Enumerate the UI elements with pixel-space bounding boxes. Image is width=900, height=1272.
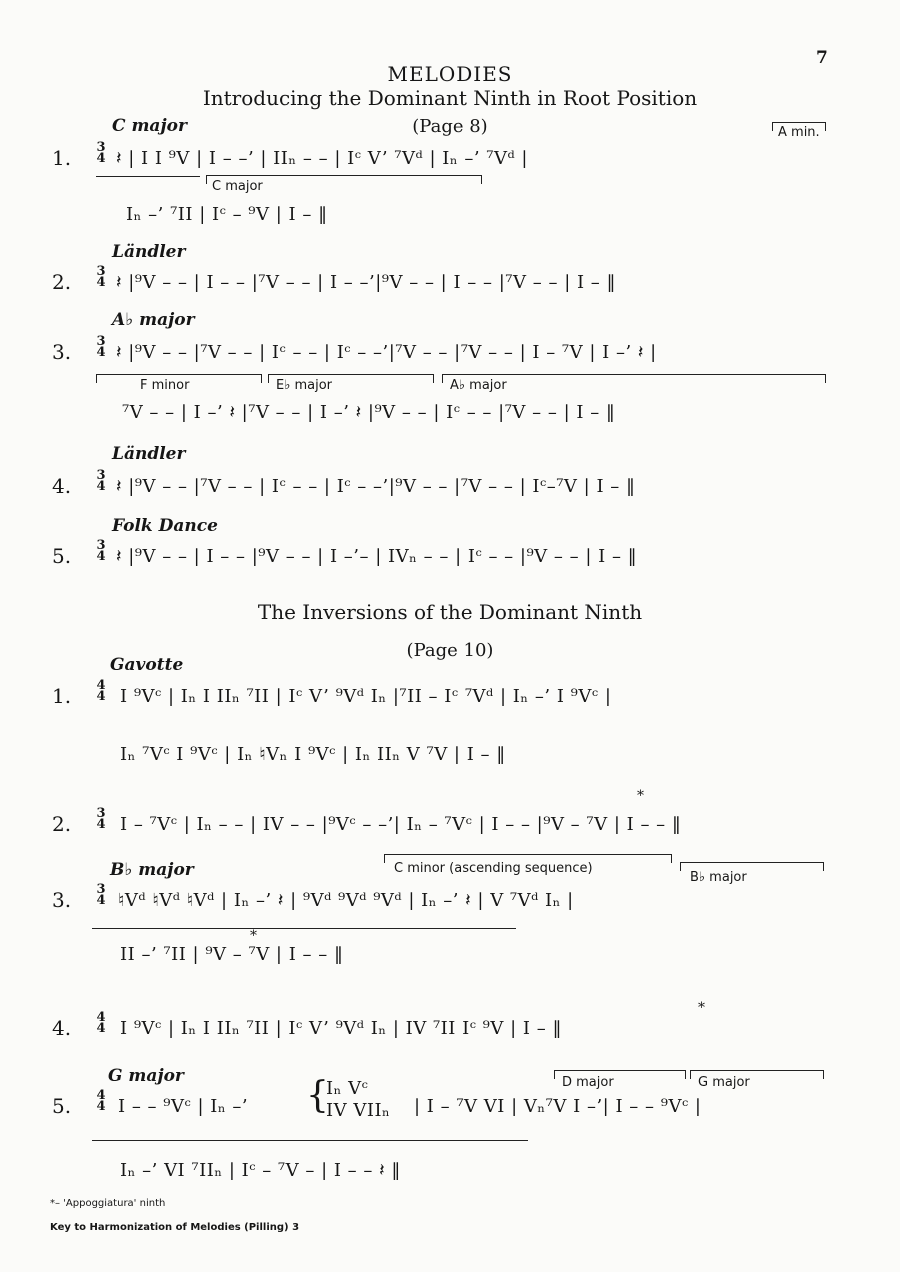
chord-bottom: IV VIIₙ (326, 1100, 391, 1121)
chord-top: Iₙ Vᶜ (326, 1078, 369, 1099)
melody-number: 2. (52, 812, 72, 836)
melody-line: 𝄽 |⁹V – – |⁷V – – | Iᶜ – – | Iᶜ – –’|⁷V – – |⁷V – – | I – ⁷V | I –’ 𝄽 | (116, 342, 657, 363)
time-signature: 3 4 (96, 334, 106, 360)
melody-line: 𝄽 |⁹V – – |⁷V – – | Iᶜ – – | Iᶜ – –’|⁹V – – |⁷V – – | Iᶜ–⁷V | I – ‖ (116, 476, 636, 497)
page-number: 7 (816, 48, 828, 68)
footnote: *– 'Appoggiatura' ninth (50, 1198, 166, 1209)
melody-line: I ⁹Vᶜ | Iₙ I IIₙ ⁷II | Iᶜ V’ ⁹Vᵈ Iₙ |⁷II – Iᶜ ⁷Vᵈ | Iₙ –’ I ⁹Vᶜ | (120, 686, 612, 707)
melody-number: 3. (52, 888, 72, 912)
melody-number: 1. (52, 146, 72, 170)
key-label: B♭ major (690, 870, 747, 885)
key-label: D major (562, 1075, 614, 1090)
melody-tempo: Gavotte (110, 655, 184, 675)
melody-tempo: Ländler (112, 444, 186, 464)
time-signature: 3 4 (96, 882, 106, 908)
melody-tempo: G major (108, 1066, 184, 1086)
continuation-rule (96, 176, 200, 177)
melody-line: I – – ⁹Vᶜ | Iₙ –’ (118, 1096, 249, 1117)
appoggiatura-star-icon: * (250, 928, 257, 944)
section-subtitle: Introducing the Dominant Ninth in Root Position (202, 86, 698, 110)
key-label: C minor (ascending sequence) (394, 861, 593, 876)
footer-credit: Key to Harmonization of Melodies (Pilling) 3 (50, 1222, 300, 1233)
melody-line: 𝄽 | I I ⁹V | I – –’ | IIₙ – – | Iᶜ V’ ⁷Vᵈ | Iₙ –’ ⁷Vᵈ | (116, 148, 528, 169)
key-label: A♭ major (450, 378, 507, 393)
melody-line: Iₙ –’ ⁷II | Iᶜ – ⁹V | I – ‖ (126, 204, 328, 225)
page-reference: (Page 8) (412, 116, 488, 137)
melody-line: 𝄽 |⁹V – – | I – – |⁹V – – | I –’– | IVₙ – – | Iᶜ – – |⁹V – – | I – ‖ (116, 546, 638, 567)
section-title: The Inversions of the Dominant Ninth (257, 600, 643, 624)
melody-number: 4. (52, 1016, 72, 1040)
melody-line: | I – ⁷V VI | Vₙ⁷V I –’| I – – ⁹Vᶜ | (414, 1096, 702, 1117)
key-label: A min. (778, 125, 820, 140)
melody-line: ♮Vᵈ ♮Vᵈ ♮Vᵈ | Iₙ –’ 𝄽 | ⁹Vᵈ ⁹Vᵈ ⁹Vᵈ | Iₙ –’ 𝄽 | V ⁷Vᵈ Iₙ | (118, 890, 574, 911)
section-title: MELODIES (387, 62, 513, 86)
melody-line: 𝄽 |⁹V – – | I – – |⁷V – – | I – –’|⁹V – – | I – – |⁷V – – | I – ‖ (116, 272, 617, 293)
melody-number: 3. (52, 340, 72, 364)
key-label: F minor (140, 378, 190, 393)
key-label: C major (212, 179, 263, 194)
key-label: G major (698, 1075, 750, 1090)
continuation-rule (92, 1140, 528, 1141)
melody-line: II –’ ⁷II | ⁹V – ⁷V | I – – ‖ (120, 944, 344, 965)
time-signature: 3 4 (96, 468, 106, 494)
appoggiatura-star-icon: * (637, 788, 644, 804)
time-signature: 3 4 (96, 806, 106, 832)
time-signature: 3 4 (96, 140, 106, 166)
melody-tempo: Ländler (112, 242, 186, 262)
melody-tempo: C major (112, 116, 187, 136)
melody-line: Iₙ ⁷Vᶜ I ⁹Vᶜ | Iₙ ♮Vₙ I ⁹Vᶜ | Iₙ IIₙ V ⁷V | I – ‖ (120, 744, 506, 765)
melody-tempo: Folk Dance (112, 516, 218, 536)
chord-brace-icon: { (306, 1075, 329, 1116)
time-signature: 4 4 (96, 1010, 106, 1036)
key-label: E♭ major (276, 378, 333, 393)
continuation-rule (92, 928, 516, 929)
time-signature: 4 4 (96, 1088, 106, 1114)
melody-tempo: B♭ major (110, 860, 194, 880)
melody-line: ⁷V – – | I –’ 𝄽 |⁷V – – | I –’ 𝄽 |⁹V – – | Iᶜ – – |⁷V – – | I – ‖ (122, 402, 616, 423)
time-signature: 3 4 (96, 538, 106, 564)
time-signature: 3 4 (96, 264, 106, 290)
appoggiatura-star-icon: * (698, 1000, 705, 1016)
melody-number: 4. (52, 474, 72, 498)
time-signature: 4 4 (96, 678, 106, 704)
melody-number: 2. (52, 270, 72, 294)
melody-line: I ⁹Vᶜ | Iₙ I IIₙ ⁷II | Iᶜ V’ ⁹Vᵈ Iₙ | IV ⁷II Iᶜ ⁹V | I – ‖ (120, 1018, 562, 1039)
melody-line: I – ⁷Vᶜ | Iₙ – – | IV – – |⁹Vᶜ – –’| Iₙ – ⁷Vᶜ | I – – |⁹V – ⁷V | I – – ‖ (120, 814, 682, 835)
melody-tempo: A♭ major (112, 310, 195, 330)
melody-line: Iₙ –’ VI ⁷IIₙ | Iᶜ – ⁷V – | I – – 𝄽 ‖ (120, 1160, 401, 1181)
melody-number: 5. (52, 1094, 72, 1118)
page-reference: (Page 10) (406, 640, 494, 661)
melody-number: 1. (52, 684, 72, 708)
melody-number: 5. (52, 544, 72, 568)
